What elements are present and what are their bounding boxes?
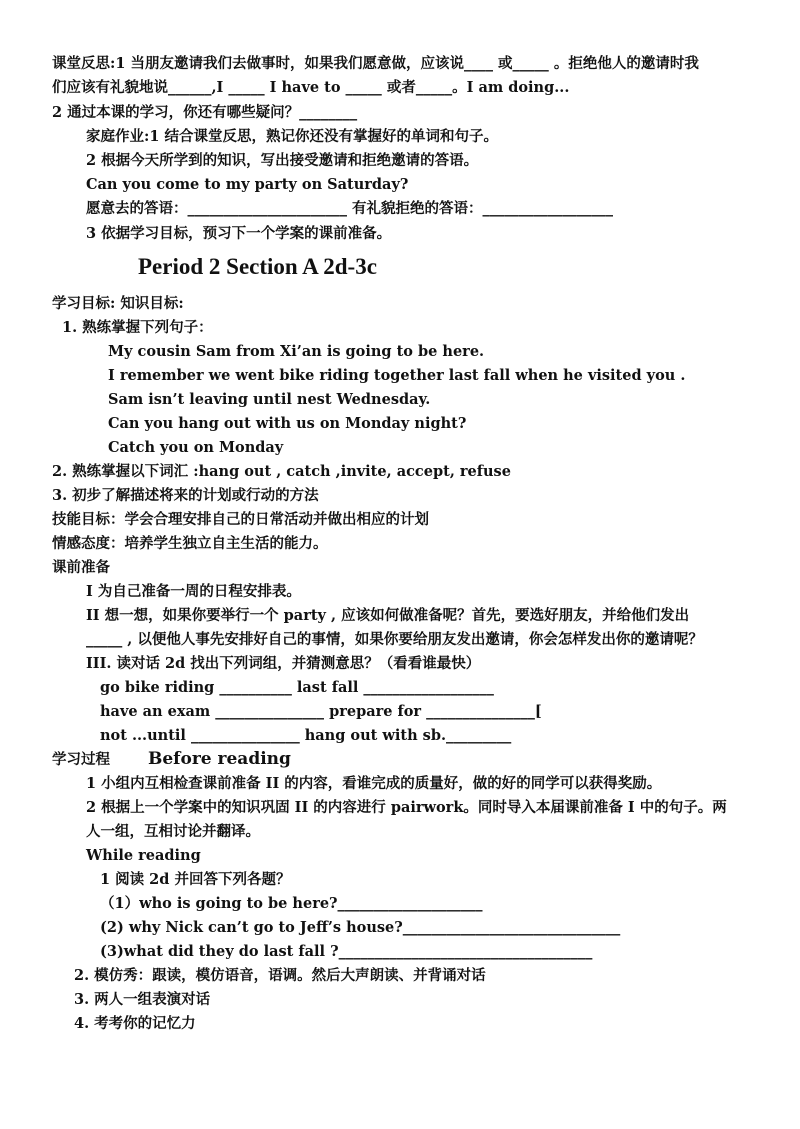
question: （1）who is going to be here?____________________ — [100, 895, 483, 912]
question: (2) why Nick can’t go to Jeff’s house?______________________________ — [100, 919, 621, 936]
prep-item-2a: II 想一想，如果你要举行一个 party , 应该如何做准备呢？首先，要选好朋友，并给他们发出 — [86, 607, 690, 624]
reflection-line-1: 课堂反思:1 当朋友邀请我们去做事时，如果我们愿意做，应该说____ 或_____ 。拒绝他人的邀请时我 — [52, 55, 699, 72]
reflection-line-2: 们应该有礼貌地说______,I _____ I have to _____ 或者_____。I am doing... — [52, 79, 570, 96]
homework-line-3: Can you come to my party on Saturday? — [86, 176, 409, 193]
while-reading-heading: While reading — [86, 847, 201, 864]
reflection-line-3: 2 通过本课的学习，你还有哪些疑问？________ — [52, 104, 358, 121]
process-heading: 学习过程 — [52, 751, 110, 768]
process-step-4: 4. 考考你的记忆力 — [74, 1015, 196, 1032]
goals-item-3: 3. 初步了解描述将来的计划或行动的方法 — [52, 487, 319, 504]
phrase-row: not ...until _______________ hang out with sb._________ — [100, 727, 512, 744]
process-step-2: 2. 模仿秀：跟读，模仿语音，语调。然后大声朗读、并背诵对话 — [74, 967, 486, 984]
goals-item-1: 1. 熟练掌握下列句子： — [62, 319, 213, 336]
homework-line-4: 愿意去的答语：______________________ 有礼貌拒绝的答语：__________________ — [86, 200, 614, 217]
prep-heading: 课前准备 — [52, 559, 110, 576]
before-reading-heading: Before reading — [148, 749, 291, 769]
goal-sentence: Can you hang out with us on Monday night? — [108, 415, 467, 432]
goal-sentence: I remember we went bike riding together last fall when he visited you . — [108, 367, 686, 384]
homework-line-1: 家庭作业:1 结合课堂反思，熟记你还没有掌握好的单词和句子。 — [86, 128, 498, 145]
question: (3)what did they do last fall ?___________________________________ — [100, 943, 593, 960]
goal-sentence: Sam isn’t leaving until nest Wednesday. — [108, 391, 431, 408]
homework-line-2: 2 根据今天所学到的知识，写出接受邀请和拒绝邀请的答语。 — [86, 152, 479, 169]
process-step-3: 3. 两人一组表演对话 — [74, 991, 211, 1008]
prep-item-2b: _____ , 以便他人事先安排好自己的事情，如果你要给朋友发出邀请，你会怎样发出你的邀请呢？ — [86, 631, 703, 648]
skill-goal: 技能目标：学会合理安排自己的日常活动并做出相应的计划 — [52, 511, 429, 528]
period-title: Period 2 Section A 2d-3c — [138, 254, 377, 279]
goals-item-2: 2. 熟练掌握以下词汇 :hang out , catch ,invite, accept, refuse — [52, 463, 511, 480]
phrase-row: go bike riding __________ last fall __________________ — [100, 679, 494, 696]
phrase-row: have an exam _______________ prepare for _______________[ — [100, 703, 542, 720]
goal-sentence: Catch you on Monday — [108, 439, 284, 456]
goals-heading: 学习目标: 知识目标: — [52, 295, 184, 312]
process-item-2b: 人一组，互相讨论并翻译。 — [86, 823, 260, 840]
prep-item-3: III. 读对话 2d 找出下列词组，并猜测意思？（看看谁最快） — [86, 655, 481, 672]
prep-item-1: I 为自己准备一周的日程安排表。 — [86, 583, 301, 600]
read-instruction: 1 阅读 2d 并回答下列各题？ — [100, 871, 291, 888]
emotion-goal: 情感态度：培养学生独立自主生活的能力。 — [52, 535, 328, 552]
homework-line-5: 3 依据学习目标，预习下一个学案的课前准备。 — [86, 225, 392, 242]
process-item-2a: 2 根据上一个学案中的知识巩固 II 的内容进行 pairwork。同时导入本届课前准备 I 中的句子。两 — [86, 799, 727, 816]
process-item-1: 1 小组内互相检查课前准备 II 的内容，看谁完成的质量好，做的好的同学可以获得奖励。 — [86, 775, 662, 792]
goal-sentence: My cousin Sam from Xi’an is going to be here. — [108, 343, 485, 360]
